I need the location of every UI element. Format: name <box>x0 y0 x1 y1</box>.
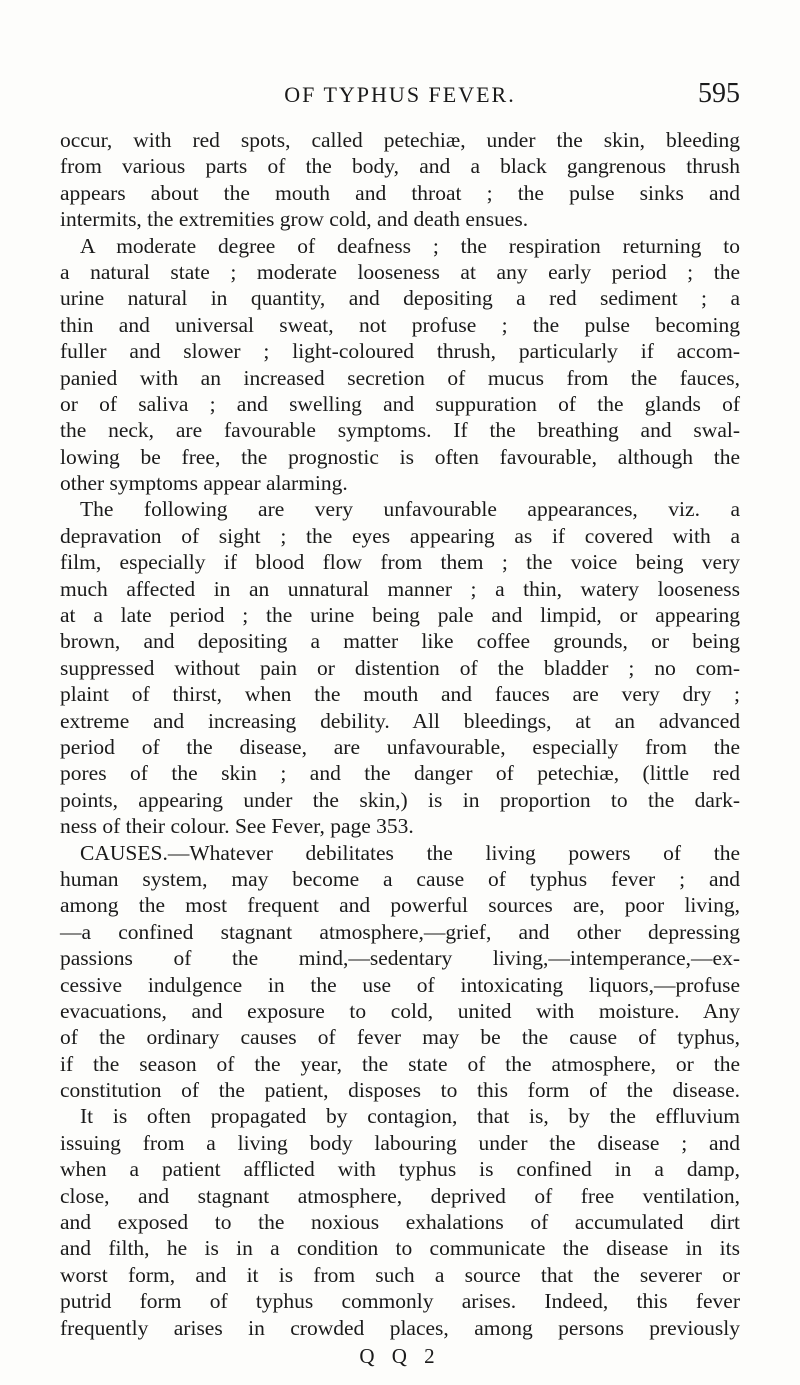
text-line: at a late period ; the urine being pale and limpid, or appearing <box>60 603 740 628</box>
text-line: fuller and slower ; light-coloured thrush, particularly if accom- <box>60 339 740 364</box>
text-line: ness of their colour. See Fever, page 353. <box>60 814 414 839</box>
text-line: and filth, he is in a condition to communicate the disease in its <box>60 1236 740 1261</box>
text-line: lowing be free, the prognostic is often favourable, although the <box>60 444 740 469</box>
text-line: passions of the mind,—sedentary living,—intemperance,—ex- <box>60 946 740 971</box>
text-line: of the ordinary causes of fever may be the cause of typhus, <box>60 1025 740 1050</box>
text-line: depravation of sight ; the eyes appearing as if covered with a <box>60 523 740 548</box>
text-line: extreme and increasing debility. All bleedings, at an advanced <box>60 708 740 733</box>
text-line: panied with an increased secretion of mucus from the fauces, <box>60 365 740 390</box>
text-line: The following are very unfavourable appearances, viz. a <box>80 497 740 522</box>
text-line: constitution of the patient, disposes to this form of the disease. <box>60 1078 740 1103</box>
text-line: close, and stagnant atmosphere, deprived of free ventilation, <box>60 1183 740 1208</box>
text-line: CAUSES.—Whatever debilitates the living powers of the <box>80 840 740 865</box>
text-line: frequently arises in crowded places, among persons previously <box>60 1315 740 1340</box>
text-line: worst form, and it is from such a source that the severer or <box>60 1262 740 1287</box>
text-line: urine natural in quantity, and depositing a red sediment ; a <box>60 286 740 311</box>
text-line: brown, and depositing a matter like coffee grounds, or being <box>60 629 740 654</box>
text-line: when a patient afflicted with typhus is confined in a damp, <box>60 1157 740 1182</box>
text-line: from various parts of the body, and a black gangrenous thrush <box>60 154 740 179</box>
text-line: pores of the skin ; and the danger of petechiæ, (little red <box>60 761 740 786</box>
text-line: if the season of the year, the state of the atmosphere, or the <box>60 1051 740 1076</box>
text-line: occur, with red spots, called petechiæ, under the skin, bleeding <box>60 128 740 152</box>
text-line: thin and universal sweat, not profuse ; the pulse becoming <box>60 312 740 337</box>
text-line: putrid form of typhus commonly arises. Indeed, this fever <box>60 1289 740 1314</box>
text-line: It is often propagated by contagion, that is, by the effluvium <box>80 1104 740 1129</box>
text-line: suppressed without pain or distention of the bladder ; no com- <box>60 655 740 680</box>
text-line: cessive indulgence in the use of intoxicating liquors,—profuse <box>60 972 740 997</box>
text-line: —a confined stagnant atmosphere,—grief, and other depressing <box>60 919 740 944</box>
text-line: intermits, the extremities grow cold, and death ensues. <box>60 207 529 232</box>
text-line: other symptoms appear alarming. <box>60 471 348 496</box>
running-title: OF TYPHUS FEVER. <box>284 82 516 107</box>
text-line: appears about the mouth and throat ; the pulse sinks and <box>60 180 740 205</box>
text-line: plaint of thirst, when the mouth and fauces are very dry ; <box>60 682 740 707</box>
text-line: A moderate degree of deafness ; the respiration returning to <box>80 233 740 258</box>
text-line: evacuations, and exposure to cold, united with moisture. Any <box>60 998 740 1023</box>
text-line: film, especially if blood flow from them ; the voice being very <box>60 550 740 575</box>
text-line: much affected in an unnatural manner ; a thin, watery looseness <box>60 576 740 601</box>
signature-mark <box>0 1344 800 1369</box>
text-line: a natural state ; moderate looseness at any early period ; the <box>60 259 740 284</box>
running-head <box>60 78 740 118</box>
text-line: period of the disease, are unfavourable, especially from the <box>60 734 740 759</box>
text-line: the neck, are favourable symptoms. If the breathing and swal- <box>60 418 740 443</box>
text-line: points, appearing under the skin,) is in proportion to the dark- <box>60 787 740 812</box>
text-line: and exposed to the noxious exhalations of accumulated dirt <box>60 1210 740 1235</box>
text-line: among the most frequent and powerful sources are, poor living, <box>60 893 740 918</box>
signature-text: Q Q 2 <box>359 1344 441 1368</box>
page-number: 595 <box>698 78 740 109</box>
body-text <box>60 127 740 1341</box>
text-line: issuing from a living body labouring under the disease ; and <box>60 1130 740 1155</box>
text-line: human system, may become a cause of typhus fever ; and <box>60 866 740 891</box>
text-line: or of saliva ; and swelling and suppuration of the glands of <box>60 391 740 416</box>
